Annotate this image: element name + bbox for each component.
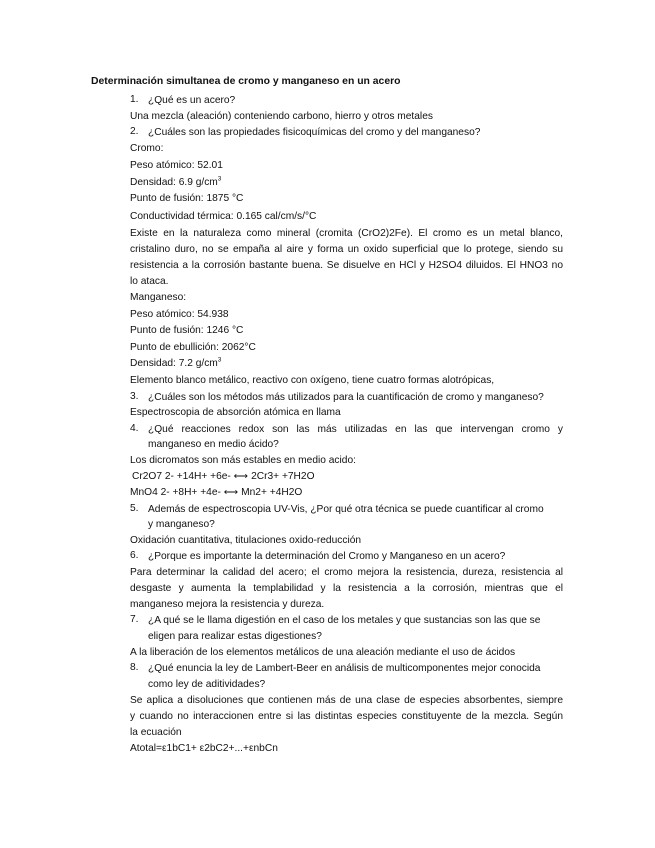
cromo-densidad: Densidad: 6.9 $g/cm^3$ [130, 175, 222, 188]
q8-answer-1: Se aplica a disoluciones que contienen más de una clase de especies absorbentes, siempre [130, 695, 563, 706]
manganeso-densidad: Densidad: 7.2 $g/cm^3$ [130, 356, 222, 369]
q1-answer: Una mezcla (aleación) conteniendo carbono, hierro y otros metales [130, 111, 433, 122]
q7-number: 7. [130, 614, 139, 625]
document-title: Determinación simultanea de cromo y manganeso en un acero [91, 76, 401, 87]
cromo-peso: Peso atómico: 52.01 [130, 160, 223, 171]
q3-answer: Espectroscopia de absorción atómica en llama [130, 407, 341, 418]
q8-number: 8. [130, 662, 139, 673]
q5-answer: Oxidación cuantitativa, titulaciones oxido-reducción [130, 535, 362, 546]
q6-answer-1: Para determinar la calidad del acero; el cromo mejora la resistencia, dureza, resistencia al [130, 567, 563, 578]
q1-question: ¿Qué es un acero? [148, 95, 236, 106]
cromo-desc-2: cristalino duro, no se empaña al aire y forma un oxido superficial que lo protege, siendo su [130, 244, 563, 255]
equation-permanganate: MnO4 2- +8H+ +4e- ⟷ Mn2+ +4H2O [130, 487, 303, 498]
equation-dichromate: Cr2O7 2- +14H+ +6e- ⟷ 2Cr3+ +7H2O [132, 471, 315, 482]
q8-question-2: como ley de aditividades? [148, 679, 266, 690]
q6-answer-3: manganeso mejora la resistencia y dureza. [130, 599, 325, 610]
q4-question-1: ¿Qué reacciones redox son las más utilizadas en las que intervengan cromo y [148, 424, 563, 435]
q5-question-1: Además de espectroscopia UV-Vis, ¿Por qué otra técnica se puede cuantificar al cromo [148, 504, 544, 515]
cromo-desc-4: lo ataca. [130, 276, 169, 287]
manganeso-desc: Elemento blanco metálico, reactivo con oxígeno, tiene cuatro formas alotrópicas, [130, 375, 495, 386]
q8-answer-2: y cuando no interaccionen entre si las distintas especies constituyente de la mezcla. Según [130, 711, 563, 722]
q6-answer-2: desgaste y aumenta la templabilidad y la resistencia a la corrosión, mientras que el [130, 583, 563, 594]
q8-answer-3: la ecuación [130, 727, 182, 738]
manganeso-fusion: Punto de fusión: 1246 °C [130, 325, 244, 336]
lambert-beer-equation: Atotal=ε1bC1+ ε2bC2+...+εnbCn [130, 743, 278, 754]
q7-answer: A la liberación de los elementos metálicos de una aleación mediante el uso de ácidos [130, 647, 516, 658]
q2-number: 2. [130, 126, 139, 137]
cromo-heading: Cromo: [130, 143, 164, 154]
q1-number: 1. [130, 94, 139, 105]
q6-number: 6. [130, 550, 139, 561]
q8-question-1: ¿Qué enuncia la ley de Lambert-Beer en análisis de multicomponentes mejor conocida [148, 663, 541, 674]
q7-question-1: ¿A qué se le llama digestión en el caso de los metales y que sustancias son las que se [148, 615, 541, 626]
q7-question-2: eligen para realizar estas digestiones? [148, 631, 322, 642]
q5-number: 5. [130, 503, 139, 514]
cromo-desc-3: resistencia a la corrosión bastante buena. Se disuelve en HCl y H2SO4 diluidos. El HNO3 no [130, 260, 563, 271]
q2-question: ¿Cuáles son las propiedades fisicoquímicas del cromo y del manganeso? [148, 127, 481, 138]
q6-question: ¿Porque es importante la determinación del Cromo y Manganeso en un acero? [148, 551, 506, 562]
manganeso-heading: Manganeso: [130, 292, 187, 303]
q4-number: 4. [130, 423, 139, 434]
manganeso-ebullicion: Punto de ebullición: 2062°C [130, 342, 256, 353]
q5-question-2: y manganeso? [148, 519, 215, 530]
manganeso-peso: Peso atómico: 54.938 [130, 309, 229, 320]
cromo-desc-1: Existe en la naturaleza como mineral (cromita (CrO2)2Fe). El cromo es un metal blanco, [130, 228, 563, 239]
q4-answer: Los dicromatos son más estables en medio acido: [130, 455, 356, 466]
q4-question-2: manganeso en medio ácido? [148, 439, 279, 450]
q3-question: ¿Cuáles son los métodos más utilizados para la cuantificación de cromo y manganeso? [148, 392, 544, 403]
cromo-conductividad: Conductividad térmica: 0.165 cal/cm/s/°C [130, 211, 317, 222]
q3-number: 3. [130, 391, 139, 402]
cromo-fusion: Punto de fusión: 1875 °C [130, 193, 244, 204]
